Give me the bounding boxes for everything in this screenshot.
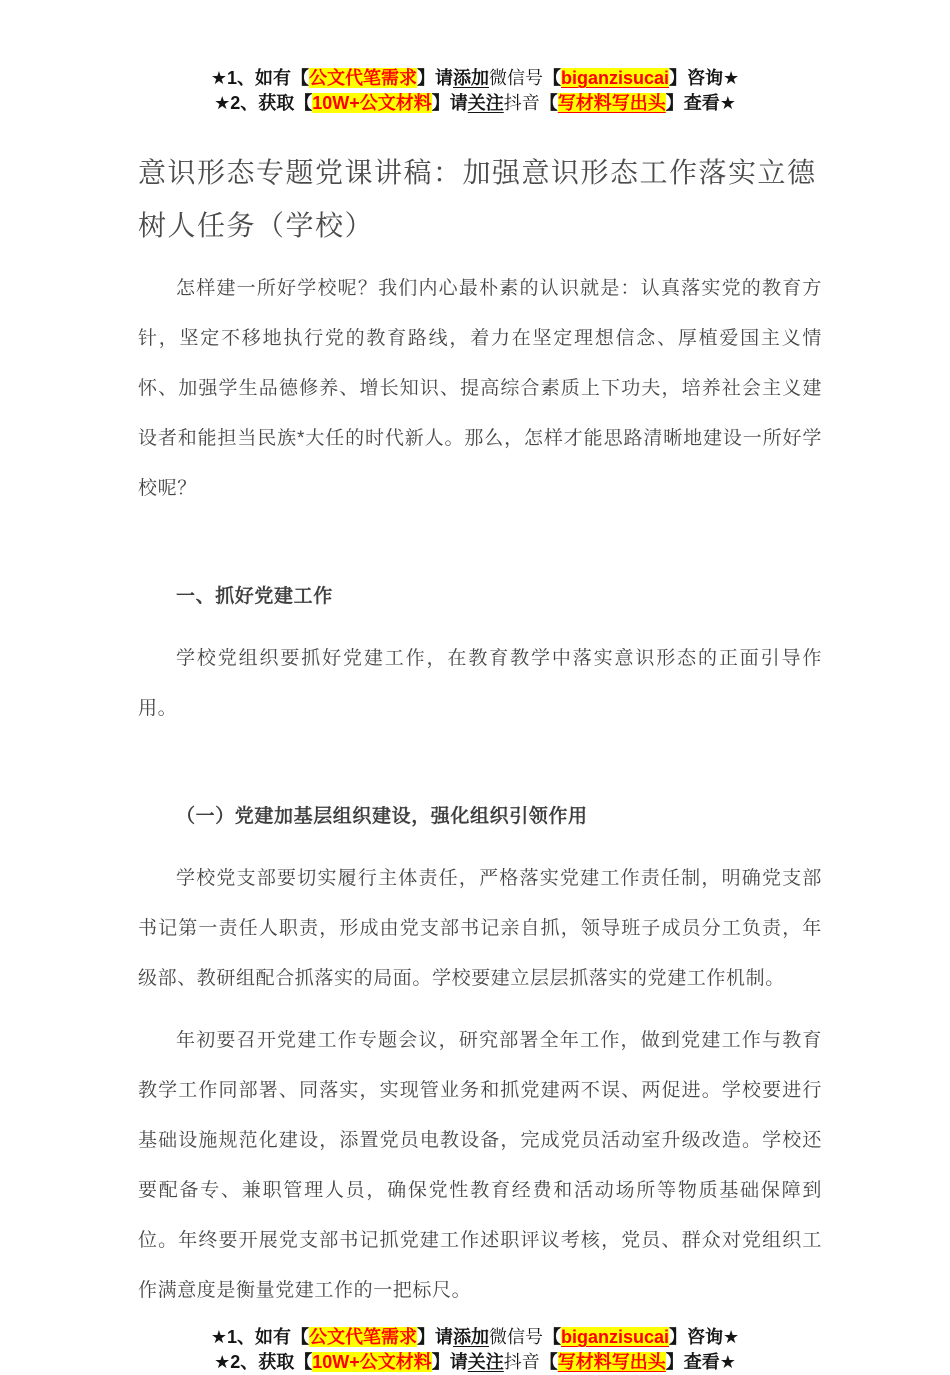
promo-text: 抖音 [503, 93, 540, 113]
promo-text: 添加 [452, 68, 489, 88]
promo-text: ★1、如有【 [210, 1327, 309, 1347]
promo-line-2 [0, 91, 950, 116]
promo-text: 【 [542, 68, 561, 88]
document-title: 意识形态专题党课讲稿：加强意识形态工作落实立德树人任务（学校） [138, 157, 817, 241]
body-paragraph: 学校党组织要抓好党建工作，在教育教学中落实意识形态的正面引导作用。 [138, 648, 822, 719]
section-heading: 一、抓好党建工作 [176, 586, 333, 607]
promo-text: ★2、获取【 [214, 1352, 313, 1372]
promo-text: 关注 [467, 1352, 504, 1372]
promo-highlighted-text: 公文代笔需求 [308, 1327, 417, 1347]
promo-banner-bottom [0, 1325, 950, 1375]
promo-text: ★1、如有【 [210, 68, 309, 88]
promo-line-1 [0, 66, 950, 91]
promo-text: 】请 [431, 1352, 468, 1372]
promo-highlighted-text: 公文代笔需求 [308, 68, 417, 88]
promo-text: 】请 [416, 1327, 453, 1347]
body-paragraph: 怎样建一所好学校呢？我们内心最朴素的认识就是：认真落实党的教育方针，坚定不移地执行党的教育路线，着力在坚定理想信念、厚植爱国主义情怀、加强学生品德修养、增长知识、提高综合素质上下功夫，培养社会主义建设者和能担当民族*大任的时代新人。那么，怎样才能思路清晰地建设一所好学校呢？ [138, 278, 822, 499]
promo-text: 添加 [452, 1327, 489, 1347]
body-paragraph: 学校党支部要切实履行主体责任，严格落实党建工作责任制，明确党支部书记第一责任人职责，形成由党支部书记亲自抓，领导班子成员分工负责，年级部、教研组配合抓落实的局面。学校要建立层层抓落实的党建工作机制。 [138, 868, 822, 989]
promo-text: 【 [539, 1352, 558, 1372]
promo-highlighted-text: biganzisucai [560, 68, 670, 88]
promo-text: 】咨询★ [669, 68, 740, 88]
promo-text: 微信号 [488, 1327, 543, 1347]
promo-text: 】查看★ [665, 93, 736, 113]
promo-text: 】咨询★ [669, 1327, 740, 1347]
promo-line-1 [0, 1325, 950, 1350]
promo-text: ★2、获取【 [214, 93, 313, 113]
promo-text: 微信号 [488, 68, 543, 88]
body-paragraph: 年初要召开党建工作专题会议，研究部署全年工作，做到党建工作与教育教学工作同部署、同落实，实现管业务和抓党建两不误、两促进。学校要进行基础设施规范化建设，添置党员电教设备，完成党员活动室升级改造。学校还要配备专、兼职管理人员，确保党性教育经费和活动场所等物质基础保障到位。年终要开展党支部书记抓党建工作述职评议考核，党员、群众对党组织工作满意度是衡量党建工作的一把标尺。 [138, 1030, 822, 1301]
promo-text: 【 [539, 93, 558, 113]
promo-highlighted-text: 写材料写出头 [557, 1352, 666, 1372]
document-body [138, 264, 822, 1316]
promo-highlighted-text: 10W+公文材料 [312, 1352, 432, 1372]
promo-line-2 [0, 1350, 950, 1375]
promo-text: 关注 [467, 93, 504, 113]
promo-text: 】请 [416, 68, 453, 88]
promo-highlighted-text: 写材料写出头 [557, 93, 666, 113]
promo-highlighted-text: 10W+公文材料 [312, 93, 432, 113]
promo-text: 抖音 [503, 1352, 540, 1372]
promo-text: 】查看★ [665, 1352, 736, 1372]
promo-text: 【 [542, 1327, 561, 1347]
promo-banner-top [0, 0, 950, 116]
promo-text: 】请 [431, 93, 468, 113]
promo-highlighted-text: biganzisucai [560, 1327, 670, 1347]
section-heading: （一）党建加基层组织建设，强化组织引领作用 [176, 806, 588, 827]
